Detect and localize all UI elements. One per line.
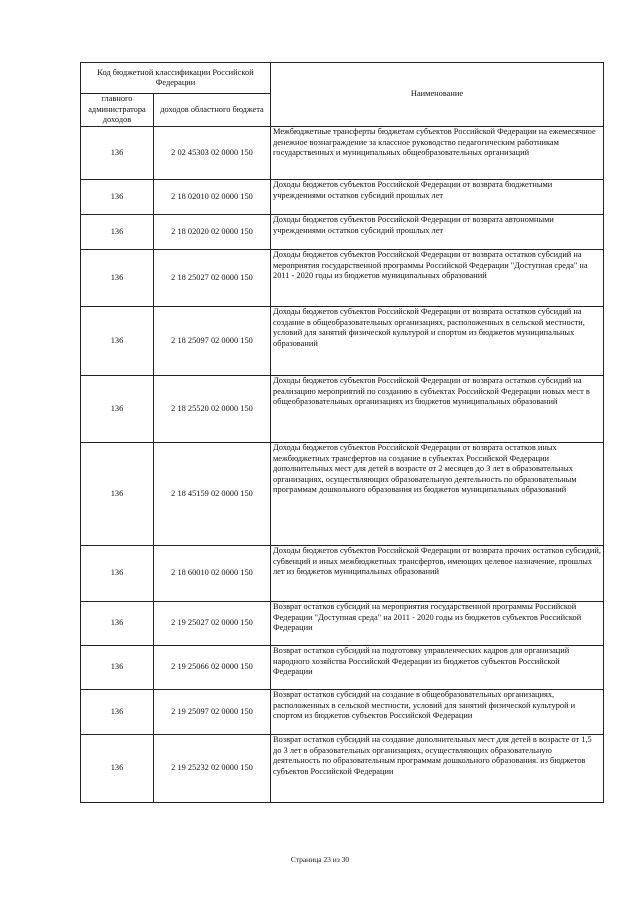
cell-code: 2 18 25097 02 0000 150 [154,307,271,376]
cell-code: 2 18 45159 02 0000 150 [154,443,271,546]
cell-code: 2 18 02010 02 0000 150 [154,180,271,215]
cell-admin: 136 [81,215,154,250]
cell-name: Межбюджетные трансферты бюджетам субъектов Российской Федерации на ежемесячное денежное вознаграждение за классное руководство педагогическим работникам государственных и муниципальных общеобразовательных организаций [271,127,604,180]
cell-name: Доходы бюджетов субъектов Российской Федерации от возврата автономными учреждениями остатков субсидий прошлых лет [271,215,604,250]
cell-admin: 136 [81,307,154,376]
cell-admin: 136 [81,602,154,646]
cell-name: Доходы бюджетов субъектов Российской Федерации от возврата остатков субсидий на реализацию мероприятий по созданию в субъектах Российской Федерации новых мест в общеобразовательных организациях из бюджетов муниципальных образований [271,376,604,443]
cell-admin: 136 [81,127,154,180]
cell-name: Доходы бюджетов субъектов Российской Федерации от возврата бюджетными учреждениями остатков субсидий прошлых лет [271,180,604,215]
cell-code: 2 18 25027 02 0000 150 [154,250,271,307]
cell-code: 2 18 25520 02 0000 150 [154,376,271,443]
cell-name: Доходы бюджетов субъектов Российской Федерации от возврата остатков субсидий на создание в общеобразовательных организациях, расположенных в сельской местности, условий для занятий физической культурой и спортом из бюджетов муниципальных образований [271,307,604,376]
table-row [81,376,604,443]
cell-admin: 136 [81,376,154,443]
table-row [81,646,604,690]
cell-admin: 136 [81,735,154,803]
cell-code: 2 19 25097 02 0000 150 [154,690,271,735]
header-row-group [81,63,604,94]
table-row [81,127,604,180]
table-row [81,215,604,250]
cell-code: 2 19 25027 02 0000 150 [154,602,271,646]
cell-name: Доходы бюджетов субъектов Российской Федерации от возврата прочих остатков субсидий, субвенций и иных межбюджетных трансфертов, имеющих целевое назначение, прошлых лет из бюджетов муниципальных образований [271,546,604,602]
table-row [81,735,604,803]
table-row [81,602,604,646]
cell-name: Возврат остатков субсидий на создание в общеобразовательных организациях, расположенных в сельской местности, условий для занятий физической культурой и спортом из бюджетов субъектов Российской Федерации [271,690,604,735]
cell-name: Возврат остатков субсидий на мероприятия государственной программы Российской Федерации "Доступная среда" на 2011 - 2020 годы из бюджетов субъектов Российской Федерации [271,602,604,646]
cell-admin: 136 [81,180,154,215]
cell-code: 2 18 02020 02 0000 150 [154,215,271,250]
cell-admin: 136 [81,646,154,690]
cell-code: 2 02 45303 02 0000 150 [154,127,271,180]
table-row [81,250,604,307]
cell-code: 2 19 25066 02 0000 150 [154,646,271,690]
cell-admin: 136 [81,250,154,307]
cell-name: Возврат остатков субсидий на подготовку управленческих кадров для организаций народного хозяйства Российской Федерации из бюджетов субъектов Российской Федерации [271,646,604,690]
table-row [81,443,604,546]
budget-classification-table [80,62,604,803]
header-code-group: Код бюджетной классификации Российской Федерации [81,63,271,94]
cell-code: 2 19 25232 02 0000 150 [154,735,271,803]
cell-name: Доходы бюджетов субъектов Российской Федерации от возврата остатков иных межбюджетных трансфертов на создание в субъектах Российской Федерации дополнительных мест для детей в возрасте от 2 месяцев до 3 лет в образовательных организациях, осуществляющих образовательную деятельность по образовательным программам дошкольного образования из бюджетов муниципальных образований [271,443,604,546]
table-row [81,307,604,376]
cell-name: Возврат остатков субсидий на создание дополнительных мест для детей в возрасте от 1,5 до 3 лет в образовательных организациях, осуществляющих образовательную деятельность по образовательным программам дошкольного образования. из бюджетов субъектов Российской Федерации [271,735,604,803]
cell-admin: 136 [81,690,154,735]
header-admin: главного администратора доходов [81,94,154,127]
cell-admin: 136 [81,546,154,602]
cell-admin: 136 [81,443,154,546]
table-row [81,546,604,602]
table-row [81,690,604,735]
cell-name: Доходы бюджетов субъектов Российской Федерации от возврата остатков субсидий на мероприятия государственной программы Российской Федерации "Доступная среда" на 2011 - 2020 годы из бюджетов муниципальных образований [271,250,604,307]
page-number: Страница 23 из 30 [290,855,350,864]
header-name: Наименование [271,63,604,127]
table-row [81,180,604,215]
header-income: доходов областного бюджета [154,94,271,127]
cell-code: 2 18 60010 02 0000 150 [154,546,271,602]
